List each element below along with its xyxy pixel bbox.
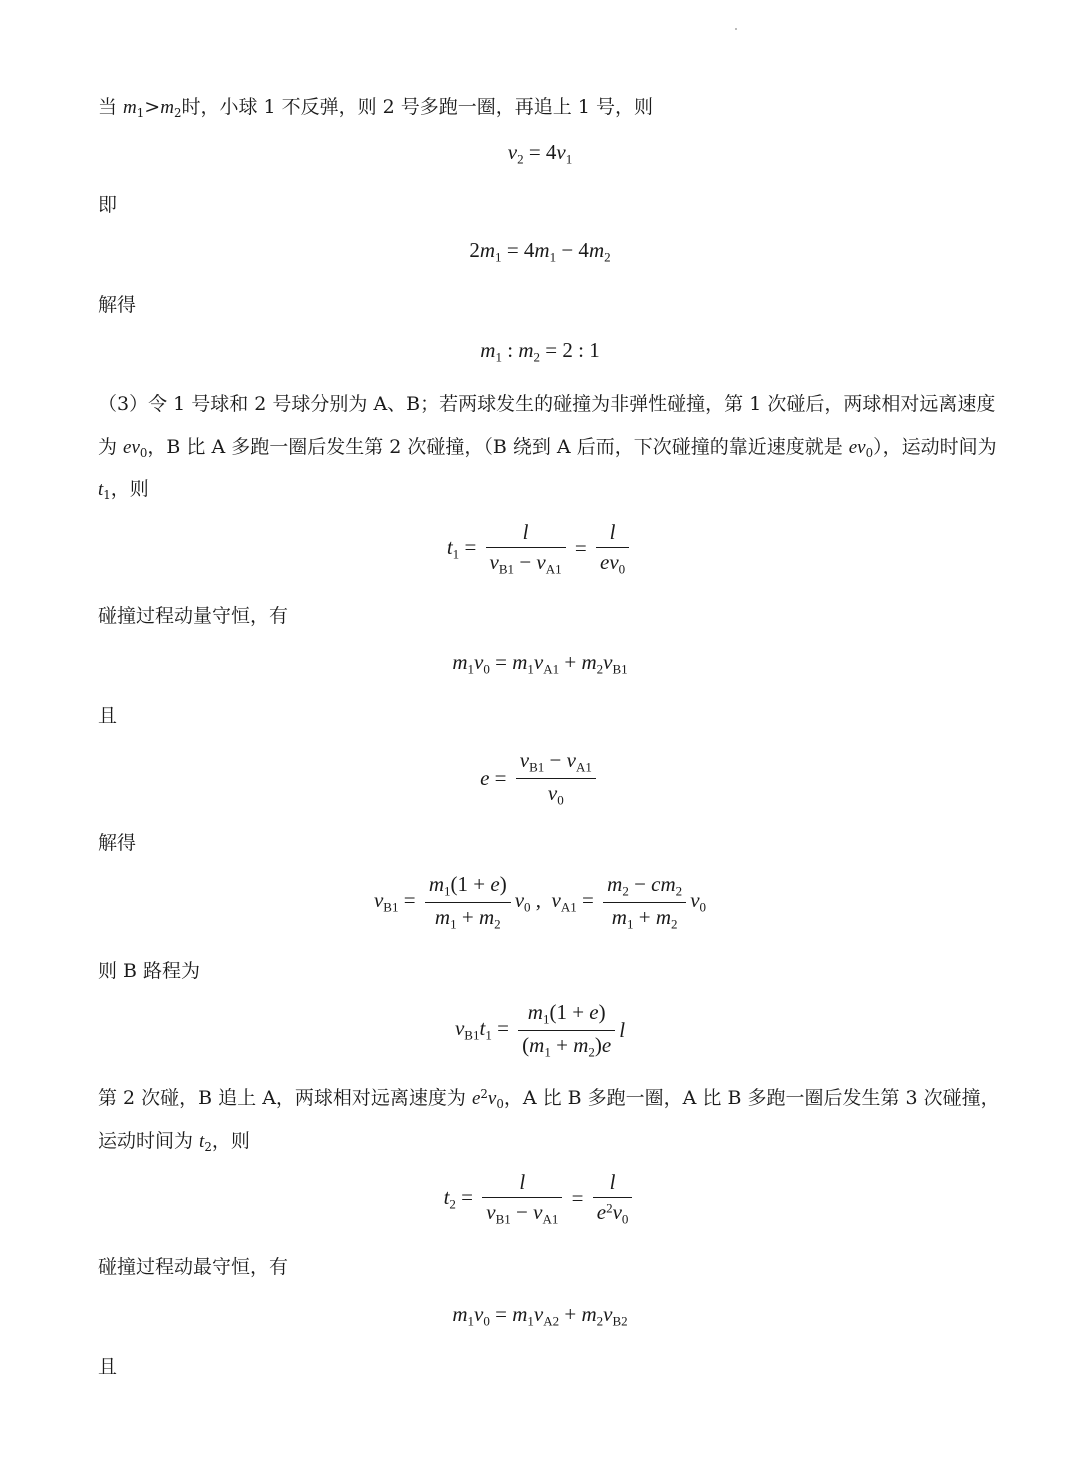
text-part3-line3: $t_1$，则	[98, 478, 149, 503]
text-second-line2: 运动时间为 $t_2$，则	[98, 1130, 250, 1155]
text-qie-2: 且	[98, 1356, 118, 1378]
equation-mass-ratio: $m_1$ : $m_2 = 2$ : 1	[480, 338, 600, 365]
equation-e: e = $\frac{v_{B1} - v_{A1}}{v_0}$	[0, 748, 1080, 808]
equation-t1: $t_1$ = $\frac{l}{v_{B1} - v_{A1}}$ = $\frac{l}{ev_0}$	[0, 520, 1080, 578]
equation-b-distance: $v_{B1}t_1$ = $\frac{m_1(1 + e)}{(m_1 + m_2)e}$ l	[454, 1000, 626, 1060]
equation-momentum-2: $m_1v_0 = m_1v_{A2} + m_2v_{B2}$	[452, 1302, 628, 1329]
text-run: ，则	[110, 478, 149, 500]
text-run: ，A 比 B 多跑一圈，A 比 B 多跑一圈后发生第 3 次碰撞，	[503, 1087, 1000, 1109]
text-jiede-1: 解得	[98, 294, 137, 316]
text-run: 为	[98, 436, 124, 458]
scan-dot	[735, 28, 737, 30]
text-b-path: 则 B 路程为	[98, 960, 201, 982]
text-run: 时，小球 1 不反弹，则 2 号多跑一圈，再追上 1 号，则	[181, 96, 653, 118]
text-line-1: 当 $m_1>m_2$时，小球 1 不反弹，则 2 号多跑一圈，再追上 1 号，则	[98, 96, 653, 121]
text-run: 运动时间为	[98, 1130, 200, 1152]
equation-mass-relation: $2m_1 = 4m_1 - 4m_2$	[469, 238, 611, 265]
text-momentum-2: 碰撞过程动最守恒，有	[98, 1256, 289, 1278]
text-second-line1: 第 2 次碰，B 追上 A，两球相对远离速度为 $e^2v_0$，A 比 B 多跑一圈，A 比 B 多跑一圈后发生第 3 次碰撞，	[98, 1087, 1000, 1112]
equation-momentum-1: $m_1v_0 = m_1v_{A1} + m_2v_{B1}$	[452, 650, 628, 677]
text-run: 当	[98, 96, 124, 118]
text-run: ，B 比 A 多跑一圈后发生第 2 次碰撞，（B 绕到 A 后而，下次碰撞的靠近速度就是	[147, 436, 849, 458]
text-ji: 即	[98, 194, 118, 216]
equation-t2: $t_2$ = $\frac{l}{v_{B1} - v_{A1}}$ = $\frac{l}{e^2v_0}$	[0, 1170, 1080, 1228]
text-momentum-1: 碰撞过程动量守恒，有	[98, 605, 289, 627]
text-part3-line1: （3）令 1 号球和 2 号球分别为 A、B；若两球发生的碰撞为非弹性碰撞，第 1 次碰后，两球相对远离速度	[98, 393, 996, 415]
text-run: ，则	[211, 1130, 250, 1152]
equation-velocities: $v_{B1}$ = $\frac{m_1(1 + e)}{m_1 + m_2}$ $v_0$ , $v_{A1}$ = $\frac{m_2 - cm_2}{m_1 + m_2}$ $v_0$	[373, 872, 707, 932]
equation-v2-4v1: $v_2 = 4v_1$	[507, 140, 573, 167]
text-run: ），运动时间为	[873, 436, 997, 458]
text-run: 第 2 次碰，B 追上 A，两球相对远离速度为	[98, 1087, 472, 1109]
text-qie-1: 且	[98, 705, 118, 727]
text-jiede-2: 解得	[98, 832, 137, 854]
text-part3-line2: 为 $ev_0$，B 比 A 多跑一圈后发生第 2 次碰撞，（B 绕到 A 后而，下次碰撞的靠近速度就是 $ev_0$），运动时间为	[98, 436, 997, 461]
